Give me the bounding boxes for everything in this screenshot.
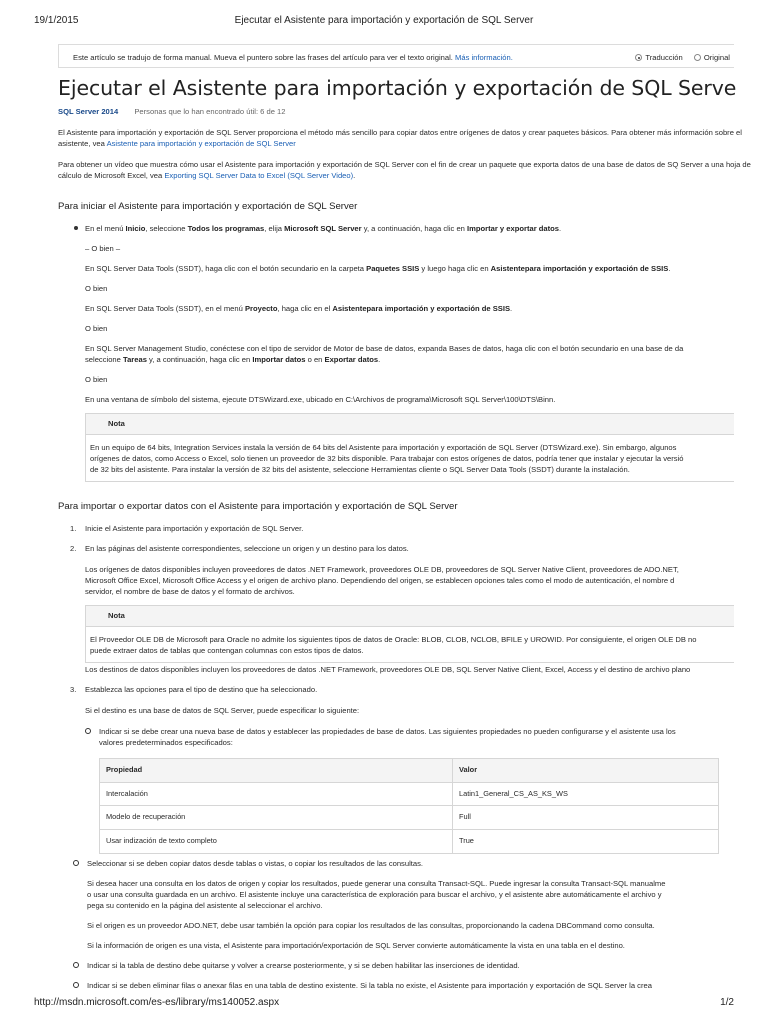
circle-bullet-icon: [73, 962, 79, 968]
sources-paragraph: Los orígenes de datos disponibles incluyen proveedores de datos .NET Framework, proveedores OLE DB, proveedores de SQL Server Native Client, proveedores de ADO.NET, Microsoft Office Excel, Microsoft Office Access y el origen de archivo plano. Dependiendo del origen, se establecen opciones tales como el modo de autenticación, el nombre d servidor, el nombre de base de datos y el formato de archivos.: [85, 564, 679, 596]
note-64bit: [85, 413, 734, 482]
radio-unselected-icon: [694, 54, 701, 61]
step-start-menu: En el menú Inicio, seleccione Todos los programas, elija Microsoft SQL Server y, a continuación, haga clic en Importar y exportar datos.: [85, 223, 562, 233]
start-methods: [58, 223, 734, 482]
bullet-icon: [74, 226, 78, 230]
table-header-row: [100, 758, 719, 782]
section-start-wizard: [58, 200, 734, 482]
table-cell: True: [453, 830, 719, 854]
option-item: Indicar si la tabla de destino debe quitarse y volver a crearse posteriormente, y si se deben habilitar las inserciones de identidad.: [73, 960, 734, 971]
table-row: [100, 830, 719, 854]
product-version[interactable]: SQL Server 2014: [58, 107, 119, 116]
step-ssms: En SQL Server Management Studio, conéctese con el tipo de servidor de Motor de base de datos, expanda Bases de datos, haga clic con el botón secundario en una base de da seleccione Tareas y, a continuación, haga clic en Importar datos o en Exportar datos.: [85, 343, 684, 364]
table-cell: Intercalación: [100, 782, 453, 806]
table-cell: Full: [453, 806, 719, 830]
translation-message: Este artículo se tradujo de forma manual. Mueva el puntero sobre las frases del artículo para ver el texto original. Más información.: [73, 53, 513, 62]
note-label: Nota: [86, 606, 734, 627]
intro-paragraph-2: Para obtener un vídeo que muestra cómo usar el Asistente para importación y exportación de SQL Server con el fin de crear un paquete que exporta datos de una base de datos de SQ Server a una hoja de cálculo de Microsoft Excel, vea Exporting SQL Server Data to Excel (SQL Server Video).: [58, 160, 751, 180]
note-body: El Proveedor OLE DB de Microsoft para Oracle no admite los siguientes tipos de datos de Oracle: BLOB, CLOB, NCLOB, BFILE y UROWID. Por consiguiente, el origen OLE DB no puede extraer datos de tablas que contengan columnas con estos tipos de datos.: [90, 634, 697, 655]
video-link[interactable]: Exporting SQL Server Data to Excel (SQL Server Video): [164, 171, 354, 180]
note-label: Nota: [86, 414, 734, 435]
note-body: En un equipo de 64 bits, Integration Services instala la versión de 64 bits del Asistente para importación y exportación de SQL Server (DTSWizard.exe). Sin embargo, algunos orígenes de datos, como Access o Excel, solo tienen un proveedor de 32 bits disponible. Para trabajar con estos orígenes de datos, podría tener que instalar y ejecutar la versió de 32 bits del asistente. Para instalar la versión de 32 bits del asistente, seleccione Herramientas cliente o SQL Server Data Tools (SSDT) durante la instalación.: [90, 442, 684, 474]
step-ssdt-folder: En SQL Server Data Tools (SSDT), haga clic con el botón secundario en la carpeta Paquetes SSIS y luego haga clic en Asistentepara importación y exportación de SSIS.: [85, 263, 671, 273]
steps-list: [58, 523, 734, 991]
table-row: [100, 806, 719, 830]
query-paragraph: Si desea hacer una consulta en los datos de origen y copiar los resultados, puede generar una consulta Transact-SQL. Puede ingresar la consulta Transact-SQL manualme o usar una consulta guardada en un archivo. El asistente incluye una característica de exploración para buscar el archivo, y el asistente abre automáticamente el archivo y pega su contenido en la página del asistente al seleccionar el archivo.: [87, 878, 666, 910]
option-item: Indicar si se deben eliminar filas o anexar filas en una tabla de destino existente. Si la tabla no existe, el Asistente para importación y exportación de SQL Server la crea: [73, 980, 734, 991]
option-text: Indicar si se debe crear una nueva base de datos y establecer las propiedades de base de datos. Las siguientes propiedades no pueden configurarse y el asistente usa los valores predeterminados especificados:: [99, 726, 676, 747]
page-number: 1/2: [720, 997, 734, 1008]
default-properties-table: [99, 758, 719, 854]
translation-bar: [58, 44, 734, 68]
more-info-link[interactable]: Más información.: [455, 53, 513, 62]
table-header: Propiedad: [100, 758, 453, 782]
destinations-paragraph: Los destinos de datos disponibles incluyen los proveedores de datos .NET Framework, proveedores OLE DB, SQL Server Native Client, Excel, Access y el destino de archivo plano: [85, 664, 691, 674]
or-separator: O bien: [85, 283, 108, 293]
list-item: 1. Inicie el Asistente para importación y exportación de SQL Server.: [70, 523, 304, 533]
or-separator: O bien: [85, 323, 108, 333]
helpful-count: Personas que lo han encontrado útil: 6 de 12: [134, 107, 286, 116]
step-command-prompt: En una ventana de símbolo del sistema, ejecute DTSWizard.exe, ubicado en C:\Archivos de programa\Microsoft SQL Server\100\DTS\Binn.: [85, 394, 556, 404]
radio-selected-icon: [635, 54, 642, 61]
table-header: Valor: [453, 758, 719, 782]
print-title: Ejecutar el Asistente para importación y exportación de SQL Server: [234, 15, 534, 26]
table-cell: Latin1_General_CS_AS_KS_WS: [453, 782, 719, 806]
list-item: 3. Establezca las opciones para el tipo de destino que ha seleccionado. Si el destino es una base de datos de SQL Server, puede especificar lo siguiente: Indicar si se debe crear una nueva base de datos y establecer las propiedades de base de datos. Las siguientes propiedades no pueden configurarse y el asistente usa los valores predeterminados especificados: Propiedad Valor Intercalación Latin1_General_CS_AS_KS_WS Modelo de recuperación Full Usar indización de texto completo True Seleccionar si se deben copiar datos desde tablas o vistas, o copiar los resultados de las consultas. Si desea hacer una consulta en los datos de origen y copiar los resultados, puede generar una consulta Transact-SQL. Puede ingresar la consulta Transact-SQL manualme o usar una consulta guardada en un archivo. El asistente incluye una característica de exploración para buscar el archivo, y el asistente abre automáticamente el archivo y pega su contenido en la página del asistente al seleccionar el archivo. Si el origen es un proveedor ADO.NET, debe usar también la opción para copiar los resultados de las consultas, proporcionando la cadena DBCommand como consulta. Si la información de origen es una vista, el Asistente para importación/exportación de SQL Server convierte automáticamente la vista en una tabla en el destino. Indicar si la tabla de destino debe quitarse y volver a crearse posteriormente, y si se deben habilitar las inserciones de identidad. Indicar si se deben eliminar filas o anexar filas en una tabla de destino existente. Si la tabla no existe, el Asistente para importación y exportación de SQL Server la crea: [58, 684, 734, 991]
section-heading-import: Para importar o exportar datos con el Asistente para importación y exportación de SQL Server: [58, 501, 458, 512]
print-header: [34, 14, 734, 28]
table-cell: Modelo de recuperación: [100, 806, 453, 830]
original-option[interactable]: Original: [694, 53, 730, 62]
circle-bullet-icon: [73, 860, 79, 866]
wizard-overview-link[interactable]: Asistente para importación y exportación de SQL Server: [106, 139, 296, 148]
option-item: Seleccionar si se deben copiar datos desde tablas o vistas, o copiar los resultados de las consultas. Si desea hacer una consulta en los datos de origen y copiar los resultados, puede generar una consulta Transact-SQL. Puede ingresar la consulta Transact-SQL manualme o usar una consulta guardada en un archivo. El asistente incluye una característica de exploración para buscar el archivo, y el asistente abre automáticamente el archivo y pega su contenido en la página del asistente al seleccionar el archivo. Si el origen es un proveedor ADO.NET, debe usar también la opción para copiar los resultados de las consultas, proporcionando la cadena DBCommand como consulta. Si la información de origen es una vista, el Asistente para importación/exportación de SQL Server convierte automáticamente la vista en una tabla en el destino.: [73, 858, 734, 951]
print-footer: [34, 996, 734, 1010]
section-import-export: [58, 500, 734, 991]
page-url: http://msdn.microsoft.com/es-es/library/ms140052.aspx: [34, 997, 280, 1008]
page-title: Ejecutar el Asistente para importación y exportación de SQL Serve: [58, 76, 737, 100]
list-item: 2. En las páginas del asistente correspondientes, seleccione un origen y un destino para los datos. Los orígenes de datos disponibles incluyen proveedores de datos .NET Framework, proveedores OLE DB, proveedores de SQL Server Native Client, proveedores de ADO.NET, Microsoft Office Excel, Microsoft Office Access y el origen de archivo plano. Dependiendo del origen, se establecen opciones tales como el modo de autenticación, el nombre d servidor, el nombre de base de datos y el formato de archivos. Nota El Proveedor OLE DB de Microsoft para Oracle no admite los siguientes tipos de datos de Oracle: BLOB, CLOB, NCLOB, BFILE y UROWID. Por consiguiente, el origen OLE DB no puede extraer datos de tablas que contengan columnas con estos tipos de datos. Los destinos de datos disponibles incluyen los proveedores de datos .NET Framework, proveedores OLE DB, SQL Server Native Client, Excel, Access y el destino de archivo plano: [58, 543, 734, 675]
circle-bullet-icon: [73, 982, 79, 988]
or-separator: O bien: [85, 374, 108, 384]
step-ssdt-menu: En SQL Server Data Tools (SSDT), en el menú Proyecto, haga clic en el Asistentepara importación y exportación de SSIS.: [85, 303, 513, 313]
note-oracle: [85, 605, 734, 663]
table-cell: Usar indización de texto completo: [100, 830, 453, 854]
option-item: [85, 726, 734, 854]
translation-option[interactable]: Traducción: [635, 53, 682, 62]
or-separator: – O bien –: [85, 243, 121, 253]
article-meta: [58, 106, 734, 117]
section-heading-start: Para iniciar el Asistente para importación y exportación de SQL Server: [58, 201, 358, 212]
print-date: 19/1/2015: [34, 15, 79, 26]
article-content: [58, 44, 751, 990]
translation-options: [626, 52, 730, 63]
circle-bullet-icon: [85, 728, 91, 734]
intro-paragraph-1: El Asistente para importación y exportación de SQL Server proporciona el método más sencillo para copiar datos entre orígenes de datos y crear paquetes básicos. Para obtener más información sobre el asistente, vea Asistente para importación y exportación de SQL Server: [58, 128, 742, 148]
table-row: [100, 782, 719, 806]
